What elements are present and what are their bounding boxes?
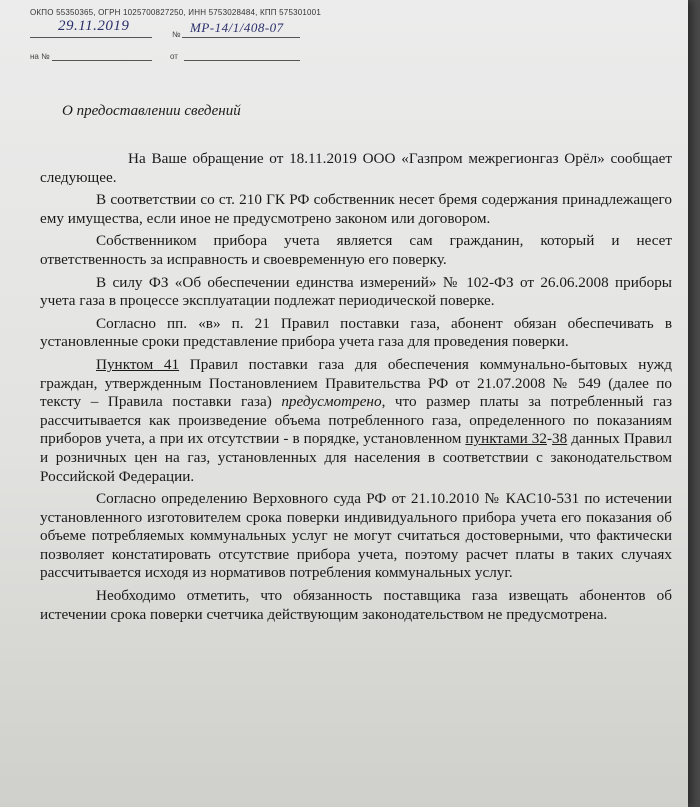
number-label: №: [172, 30, 181, 39]
ref-from-label: от: [170, 52, 178, 61]
paragraph-1: На Ваше обращение от 18.11.2019 ООО «Газпром межрегионгаз Орёл» сообщает следующее.: [40, 150, 672, 186]
org-codes: ОКПО 55350365, ОГРН 1025700827250, ИНН 5753028484, КПП 575301001: [30, 8, 321, 17]
letter-body: [40, 150, 672, 624]
paragraph-8: Необходимо отметить, что обязанность поставщика газа извещать абонентов об истечении срока поверки счетчика действующим законодательством не предусмотрена.: [40, 587, 672, 623]
number-handwritten: МР-14/1/408-07: [190, 20, 284, 35]
ref-number-label: на №: [30, 52, 50, 61]
ref-from-line: [184, 60, 300, 61]
paragraph-5: Согласно пп. «в» п. 21 Правил поставки газа, абонент обязан обеспечивать в установленные сроки представление прибора учета газа для проведения поверки.: [40, 314, 672, 351]
letter-subject: О предоставлении сведений: [62, 103, 241, 119]
paragraph-4: В силу ФЗ «Об обеспечении единства измерений» № 102-ФЗ от 26.06.2008 приборы учета газа в процессе эксплуатации подлежат периодической поверке.: [40, 273, 672, 310]
paragraph-2: В соответствии со ст. 210 ГК РФ собственник несет бремя содержания принадлежащего ему имущества, если иное не предусмотрено законом или договором.: [40, 191, 672, 227]
paragraph-3: Собственником прибора учета является сам гражданин, который и несет ответственность за исправность и своевременную его поверку.: [40, 232, 672, 268]
paragraph-6: Пунктом 41 Правил поставки газа для обеспечения коммунально-бытовых нужд граждан, утвержденным Постановлением Правительства РФ от 21.07.2008 № 549 (далее по тексту – Правила поставки газа) предусмотрено, что размер платы за потребленный газ рассчитывается как произведение объема потребленного газа, определенного по показаниям приборов учета, а при их отсутствии - в порядке, установленном пунктами 32-38 данных Правил и розничных цен на газ, установленных для населения в соответствии с законодательством Российской Федерации.: [40, 355, 672, 485]
clauses-32-ref: пунктами 32: [465, 430, 547, 448]
clause-41-ref: Пунктом 41: [96, 355, 180, 373]
date-handwritten: 29.11.2019: [58, 18, 130, 34]
clauses-38-ref: 38: [552, 430, 568, 448]
number-line: [182, 37, 300, 38]
ref-number-line: [52, 60, 152, 61]
date-line: [30, 37, 152, 38]
paragraph-7: Согласно определению Верховного суда РФ от 21.10.2010 № КАС10-531 по истечении установленного изготовителем срока поверки индивидуального прибора учета его показания об объеме потребляемых коммунальных услуг не могут считаться достоверными, что фактически позволяет констатировать отсутствие прибора учета, поэтому расчет платы в таких случаях рассчитывается исходя из нормативов потребления коммунальных услуг.: [40, 490, 672, 582]
